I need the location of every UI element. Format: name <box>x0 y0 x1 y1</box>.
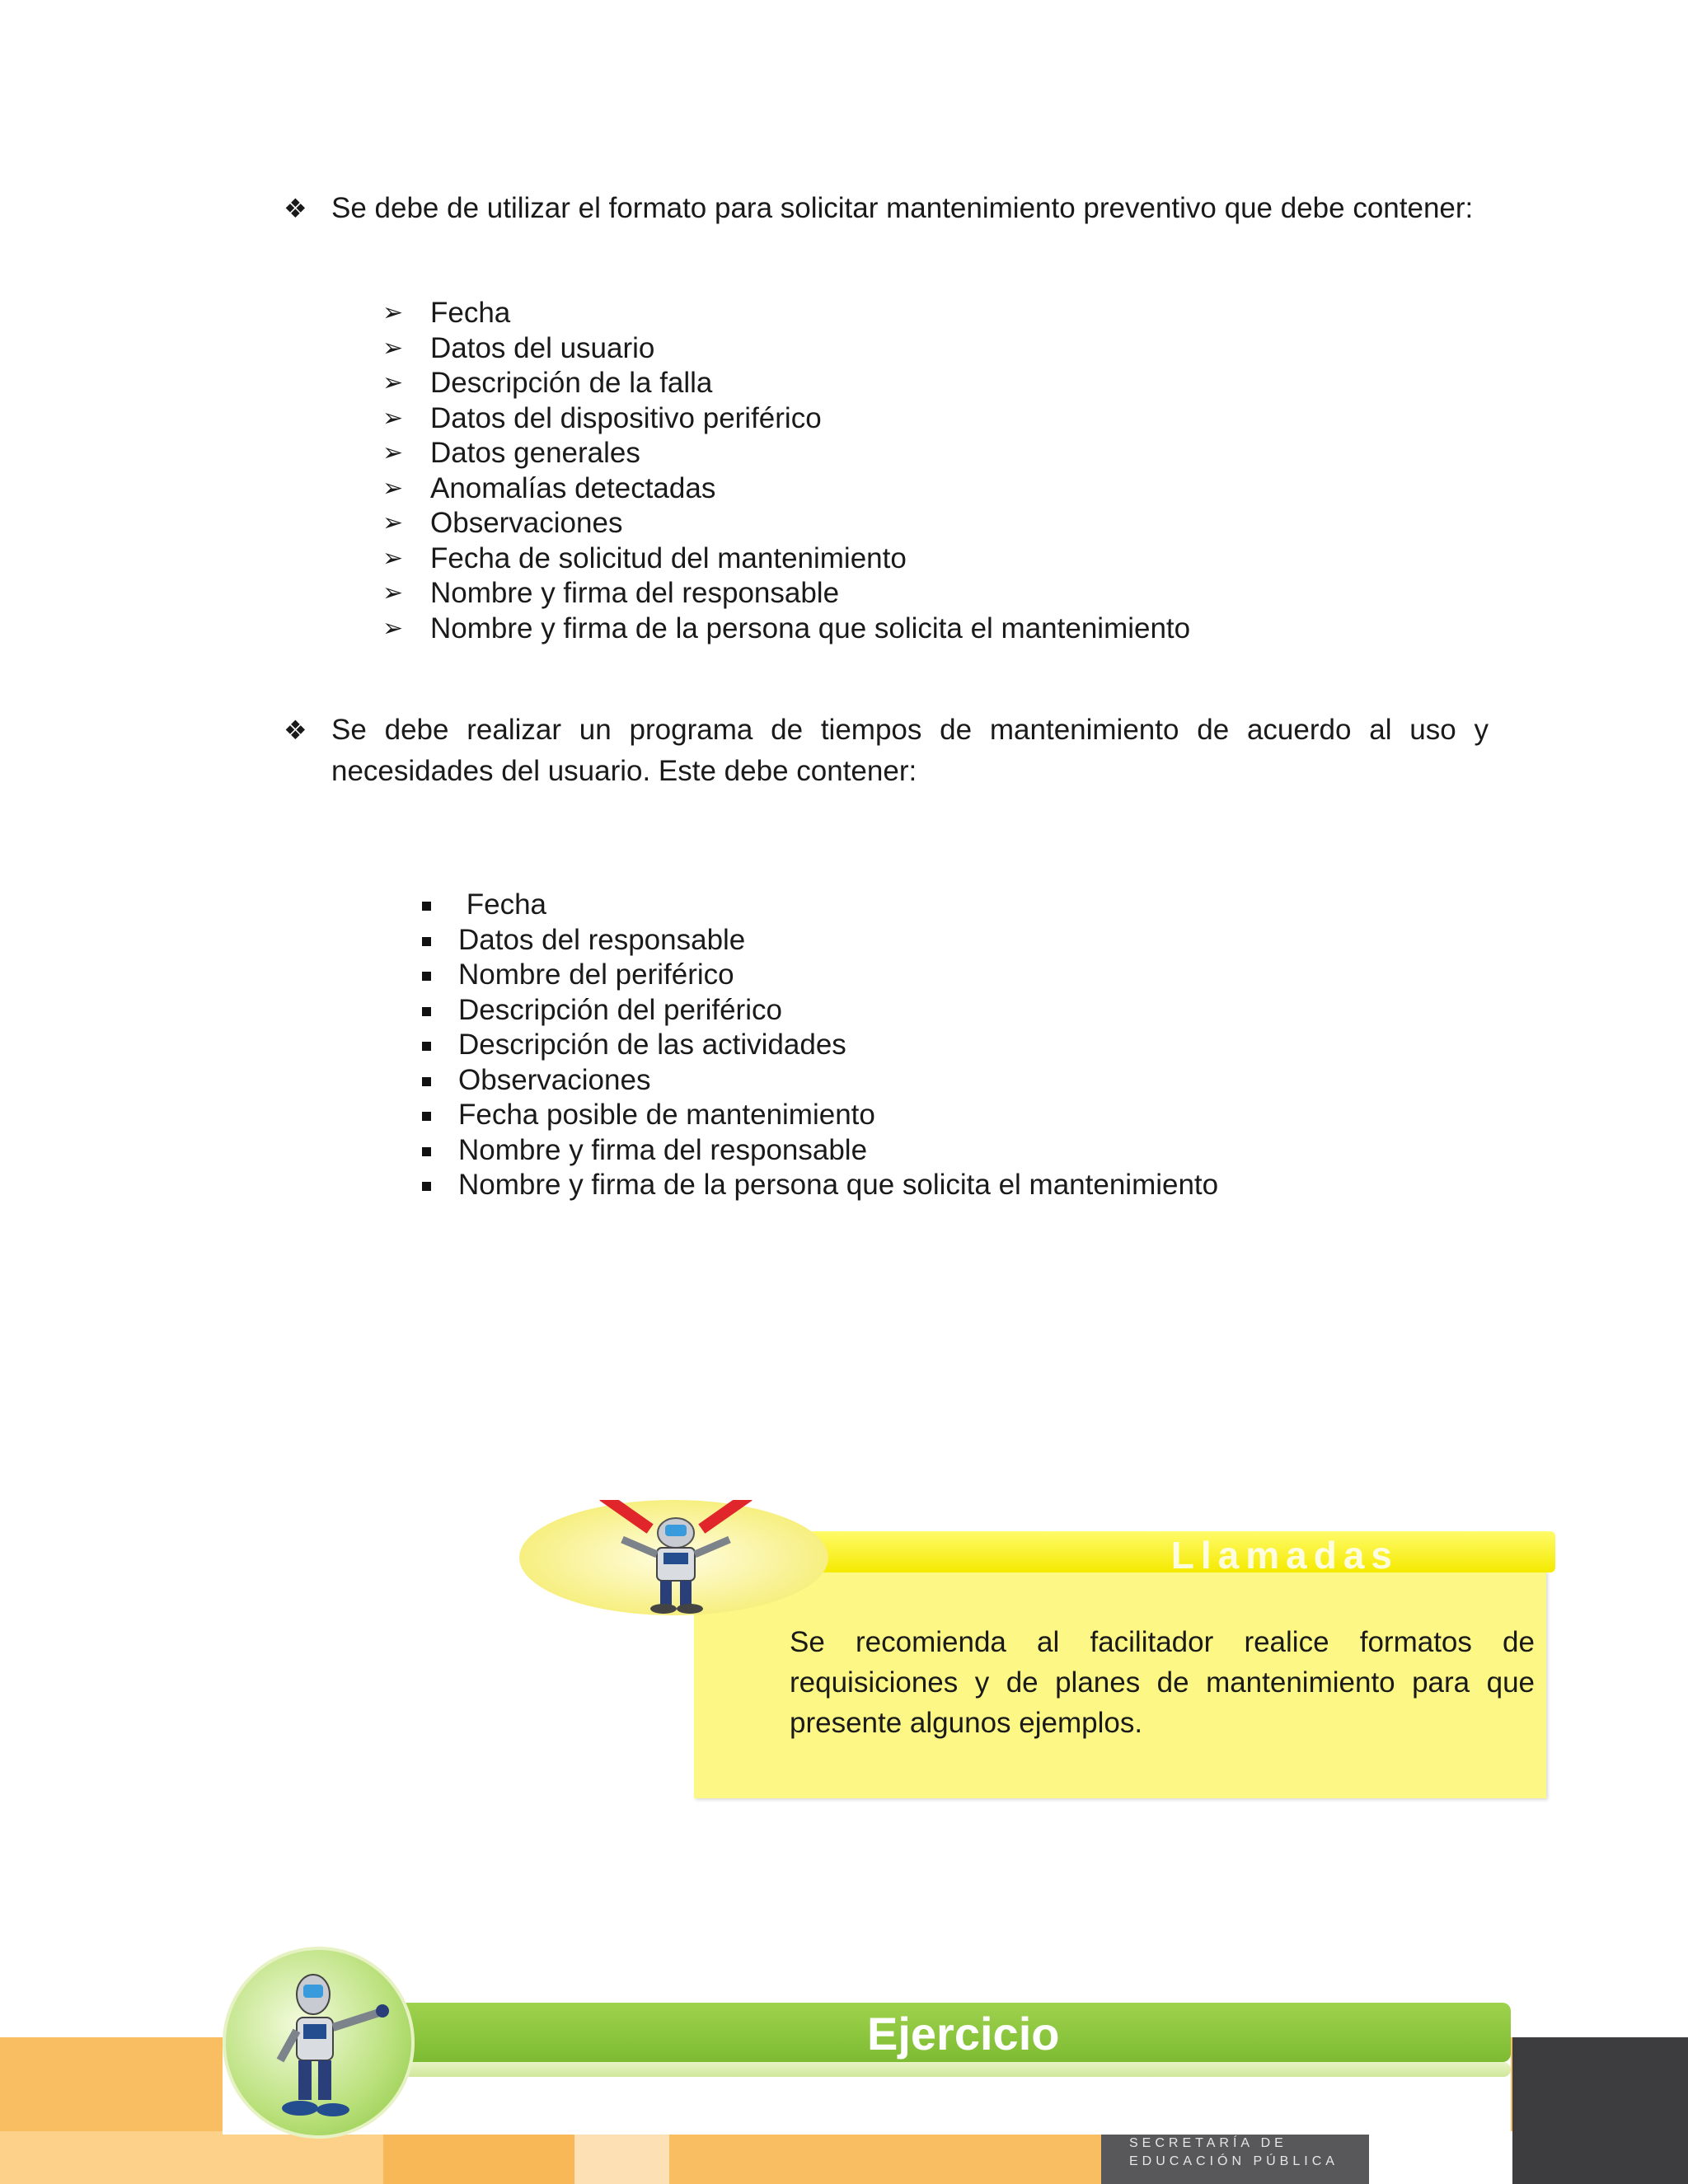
section1-list <box>382 296 1191 646</box>
list-item-text: Fecha de solicitud del mantenimiento <box>430 541 907 574</box>
list-item <box>382 576 1190 612</box>
footer-dark-block <box>1512 2037 1688 2184</box>
list-item <box>382 541 1190 577</box>
list-item <box>458 993 1218 1029</box>
list-item <box>382 612 1191 647</box>
list-item-text: Nombre y firma de la persona que solicita el mantenimiento <box>430 612 1191 644</box>
list-item <box>458 1028 1218 1063</box>
list-item-text: Fecha <box>430 297 511 329</box>
sep-line1: SECRETARÍA DE <box>1129 2136 1287 2150</box>
list-item-text: Nombre del periférico <box>458 958 734 991</box>
square-bullet-icon <box>422 937 431 946</box>
callout-text: Se recomienda al facilitador realice formatos de requisiciones y de planes de mantenimiento para que presente algunos ejemplos. <box>790 1626 1535 1739</box>
list-item <box>382 471 1190 507</box>
square-bullet-icon <box>422 1007 431 1016</box>
arrow-bullet-icon: ➢ <box>382 614 404 642</box>
square-bullet-icon <box>422 1077 431 1086</box>
list-item-text: Datos del dispositivo periférico <box>430 401 822 434</box>
list-item-text: Fecha posible de mantenimiento <box>458 1099 875 1131</box>
callout-header-bar <box>791 1531 1555 1577</box>
section1-intro <box>284 188 1489 229</box>
list-item <box>458 923 1218 958</box>
list-item <box>458 888 1218 923</box>
section1-intro-text: Se debe de utilizar el formato para solicitar mantenimiento preventivo que debe contener: <box>331 192 1474 224</box>
list-item <box>458 1168 1218 1203</box>
list-item-text: Descripción de las actividades <box>458 1029 846 1061</box>
list-item-text: Anomalías detectadas <box>430 471 716 504</box>
square-bullet-icon <box>422 972 431 981</box>
arrow-bullet-icon: ➢ <box>382 334 404 362</box>
arrow-bullet-icon: ➢ <box>382 544 404 572</box>
list-item <box>382 506 1190 541</box>
list-item <box>458 1063 1218 1099</box>
arrow-bullet-icon: ➢ <box>382 404 404 432</box>
list-item-text: Observaciones <box>430 507 623 539</box>
section2-list <box>458 888 1218 1203</box>
footer-segment <box>574 2131 669 2184</box>
list-item-text: Descripción de la falla <box>430 367 713 399</box>
sep-line2: EDUCACIÓN PÚBLICA <box>1129 2154 1339 2168</box>
list-item <box>382 436 1190 471</box>
list-item-text: Datos del responsable <box>458 923 746 956</box>
square-bullet-icon <box>422 1182 431 1191</box>
list-item-text: Descripción del periférico <box>458 993 782 1026</box>
arrow-bullet-icon: ➢ <box>382 369 404 396</box>
diamond-bullet-icon: ❖ <box>284 194 307 223</box>
list-item <box>458 958 1218 993</box>
arrow-bullet-icon: ➢ <box>382 299 404 326</box>
arrow-bullet-icon: ➢ <box>382 579 404 607</box>
robot-icon <box>565 1500 787 1615</box>
list-item-text: Observaciones <box>458 1063 651 1096</box>
list-item-text: Nombre y firma del responsable <box>458 1133 868 1166</box>
footer-segment <box>383 2131 574 2184</box>
square-bullet-icon <box>422 1147 431 1156</box>
arrow-bullet-icon: ➢ <box>382 439 404 466</box>
list-item-text: Datos del usuario <box>430 331 655 364</box>
list-item <box>382 331 1190 367</box>
arrow-bullet-icon: ➢ <box>382 509 404 537</box>
list-item <box>382 401 1190 437</box>
footer-segment <box>669 2131 1104 2184</box>
list-item-text: Nombre y firma de la persona que solicita el mantenimiento <box>458 1169 1219 1201</box>
square-bullet-icon <box>422 902 431 911</box>
section2-intro-text: Se debe realizar un programa de tiempos de mantenimiento de acuerdo al uso y necesidades del usuario. Este debe contener: <box>331 714 1489 787</box>
section2-intro <box>284 710 1489 792</box>
list-item <box>382 366 1190 401</box>
arrow-bullet-icon: ➢ <box>382 474 404 502</box>
square-bullet-icon <box>422 1112 431 1121</box>
sep-logo-text <box>1129 2135 1339 2171</box>
list-item-text: Fecha <box>458 888 546 921</box>
list-item <box>458 1098 1218 1133</box>
list-item-text: Datos generales <box>430 437 640 469</box>
list-item <box>458 1133 1218 1169</box>
exercise-title: Ejercicio <box>867 2008 1060 2060</box>
list-item-text: Nombre y firma del responsable <box>430 577 840 609</box>
callout-title: Llamadas <box>1170 1534 1399 1577</box>
footer-segment <box>0 2131 383 2184</box>
list-item <box>382 296 1190 331</box>
robot-icon <box>247 1961 396 2126</box>
diamond-bullet-icon: ❖ <box>284 715 307 745</box>
exercise-header-underline <box>367 2062 1511 2077</box>
square-bullet-icon <box>422 1042 431 1051</box>
